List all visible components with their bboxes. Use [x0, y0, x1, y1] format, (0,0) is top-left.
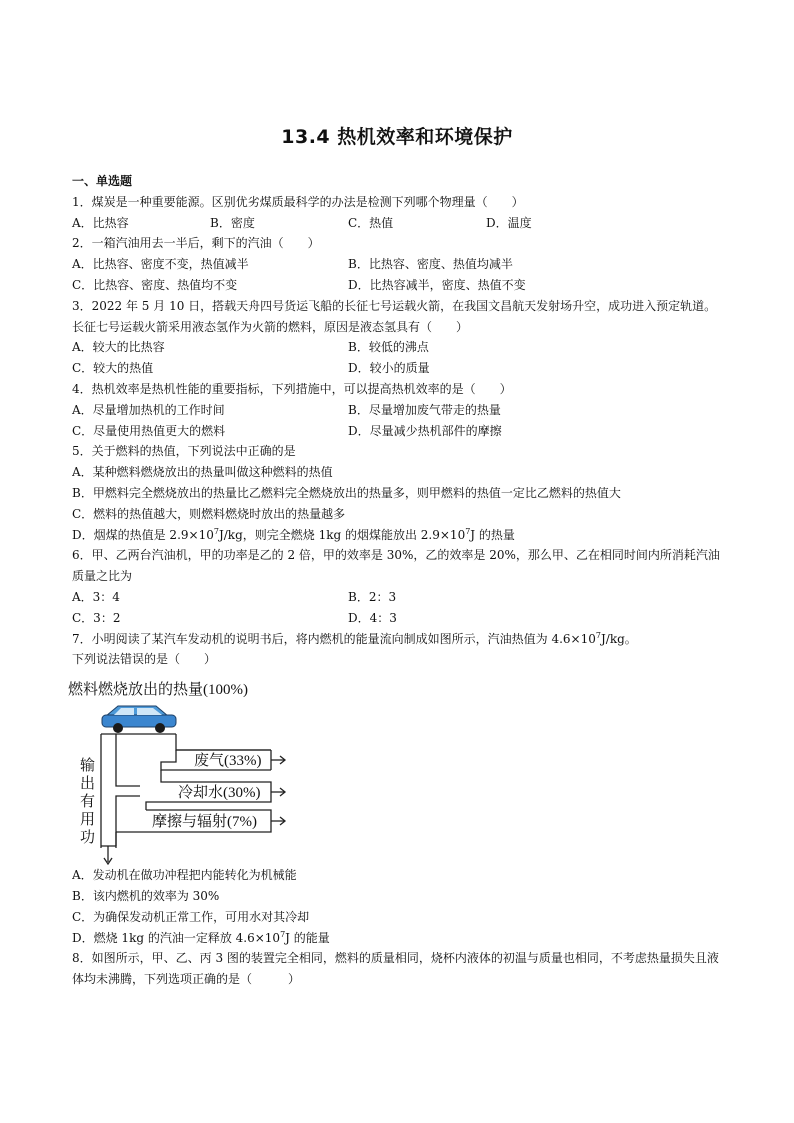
question-5-stem: 5．关于燃料的热值，下列说法中正确的是 — [72, 444, 296, 459]
q3-option-b: B．较低的沸点 — [348, 340, 429, 355]
car-icon — [102, 706, 176, 733]
q6-option-d: D．4：3 — [348, 610, 397, 625]
q3-option-c: C．较大的热值 — [72, 361, 154, 376]
q2-option-c: C．比热容、密度、热值均不变 — [72, 277, 238, 292]
diagram-top-label: 燃料燃烧放出的热量(100%) — [68, 682, 248, 699]
energy-flow-diagram — [66, 670, 718, 865]
question-7-stem-line2: 下列说法错误的是（ ） — [72, 652, 217, 667]
q5-option-b: B．甲燃料完全燃烧放出的热量比乙燃料完全燃烧放出的热量多，则甲燃料的热值一定比乙燃料的热值大 — [72, 485, 621, 500]
friction-label: 摩擦与辐射(7%) — [152, 814, 257, 831]
useful-work-char-2: 出 — [80, 776, 96, 793]
useful-work-char-3: 有 — [80, 794, 96, 811]
energy-flow-svg — [66, 670, 366, 865]
q3-option-d: D．较小的质量 — [348, 361, 430, 376]
question-2-stem: 2．一箱汽油用去一半后，剩下的汽油（ ） — [72, 236, 320, 251]
q6-option-c: C．3：2 — [72, 610, 121, 625]
q5-option-a: A．某种燃料燃烧放出的热量叫做这种燃料的热值 — [72, 465, 333, 480]
q6-option-b: B．2：3 — [348, 589, 397, 604]
q7-option-a: A．发动机在做功冲程把内能转化为机械能 — [72, 868, 297, 883]
question-4-options-row2 — [72, 421, 724, 442]
q4-option-b: B．尽量增加废气带走的热量 — [348, 402, 501, 417]
question-2-options-row2 — [72, 275, 724, 296]
question-6-options-row2 — [72, 608, 724, 629]
q2-option-b: B．比热容、密度、热值均减半 — [348, 257, 513, 272]
q5-option-d: D．烟煤的热值是 $2.9\times 10^7J/kg$，则完全燃烧 1kg 的烟煤能放出 $2.9\times 10^7J$ 的热量 — [72, 526, 515, 542]
question-6-options-row1 — [72, 587, 724, 608]
question-3-options-row2 — [72, 358, 724, 379]
q7-option-d: D．燃烧 1kg 的汽油一定释放 $4.6\times 10^7J$ 的能量 — [72, 929, 330, 945]
q6-option-a: A．3：4 — [72, 589, 120, 604]
q5-option-c: C．燃料的热值越大，则燃料燃烧时放出的热量越多 — [72, 506, 346, 521]
question-1-stem: 1．煤炭是一种重要能源。区别优劣煤质最科学的办法是检测下列哪个物理量（ ） — [72, 194, 524, 209]
question-6-stem: 6．甲、乙两台汽油机，甲的功率是乙的 2 倍，甲的效率是 30%，乙的效率是 20%，那么甲、乙在相同时间内所消耗汽油质量之比为 — [72, 548, 720, 584]
q4-option-d: D．尽量减少热机部件的摩擦 — [348, 423, 502, 438]
question-1-options — [72, 213, 724, 234]
question-4-options-row1 — [72, 400, 724, 421]
question-7-stem: 7．小明阅读了某汽车发动机的说明书后，将内燃机的能量流向制成如图所示，汽油热值为 $4.6\times 10^7J/kg$。 — [72, 630, 637, 646]
question-3-options-row1 — [72, 337, 724, 358]
coolant-label: 冷却水(30%) — [178, 785, 261, 802]
page-title: 13.4 热机效率和环境保护 — [281, 126, 513, 148]
q7-option-b: B．该内燃机的效率为 30% — [72, 888, 220, 903]
question-4-stem: 4．热机效率是热机性能的重要指标，下列措施中，可以提高热机效率的是（ ） — [72, 381, 512, 396]
useful-work-char-5: 功 — [80, 830, 96, 847]
question-2-options-row1 — [72, 254, 724, 275]
section-heading: 一、单选题 — [72, 174, 133, 188]
q1-option-d: D．温度 — [486, 215, 532, 230]
q1-option-c: C．热值 — [348, 215, 394, 230]
q4-option-c: C．尽量使用热值更大的燃料 — [72, 423, 226, 438]
useful-work-char-4: 用 — [80, 812, 96, 829]
question-list — [68, 171, 724, 990]
q2-option-d: D．比热容减半，密度、热值不变 — [348, 277, 526, 292]
question-8-stem: 8．如图所示，甲、乙、丙 3 图的装置完全相同，燃料的质量相同，烧杯内液体的初温与质量也相同，不考虑热量损失且液体均未沸腾，下列选项正确的是（ ） — [72, 951, 719, 987]
q1-option-a: A．比热容 — [72, 215, 129, 230]
q2-option-a: A．比热容、密度不变，热值减半 — [72, 257, 249, 272]
q4-option-a: A．尽量增加热机的工作时间 — [72, 402, 225, 417]
q7-option-c: C．为确保发动机正常工作，可用水对其冷却 — [72, 909, 310, 924]
q3-option-a: A．较大的比热容 — [72, 340, 165, 355]
question-3-stem: 3．2022 年 5 月 10 日，搭载天舟四号货运飞船的长征七号运载火箭，在我国文昌航天发射场升空，成功进入预定轨道。长征七号运载火箭采用液态氢作为火箭的燃料，原因是液态氢具有（ ） — [72, 298, 717, 334]
exhaust-label: 废气(33%) — [194, 753, 262, 770]
useful-work-char-1: 输 — [80, 758, 96, 775]
q1-option-b: B．密度 — [210, 215, 255, 230]
